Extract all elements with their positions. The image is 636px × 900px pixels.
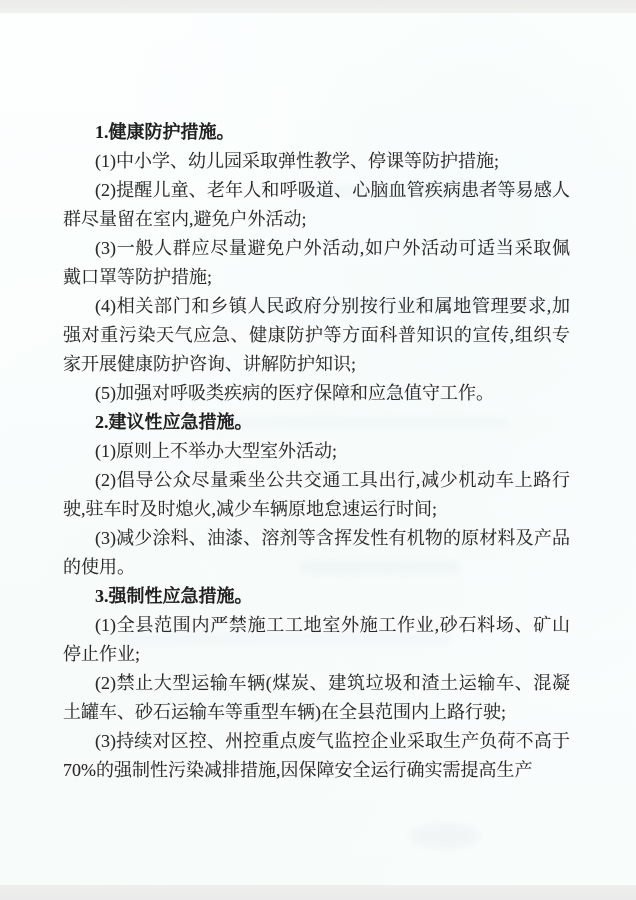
body-paragraph: (1)全县范围内严禁施工工地室外施工作业,砂石料场、矿山停止作业; bbox=[63, 615, 570, 664]
scanner-edge-bottom bbox=[0, 885, 636, 900]
body-paragraph: (2)倡导公众尽量乘坐公共交通工具出行,减少机动车上路行驶,驻车时及时熄火,减少车辆原地怠速运行时间; bbox=[63, 470, 570, 519]
document-text-block bbox=[63, 118, 570, 785]
body-paragraph: (1)原则上不举办大型室外活动; bbox=[95, 441, 337, 461]
body-paragraph: (3)持续对区控、州控重点废气监控企业采取生产负荷不高于70%的强制性污染减排措施,因保障安全运行确实需提高生产 bbox=[63, 731, 570, 780]
body-paragraph: (2)提醒儿童、老年人和呼吸道、心脑血管疾病患者等易感人群尽量留在室内,避免户外活动; bbox=[63, 180, 570, 229]
body-paragraph: (4)相关部门和乡镇人民政府分别按行业和属地管理要求,加强对重污染天气应急、健康防护等方面科普知识的宣传,组织专家开展健康防护咨询、讲解防护知识; bbox=[63, 296, 570, 374]
document-page bbox=[0, 13, 636, 885]
body-paragraph: (1)中小学、幼儿园采取弹性教学、停课等防护措施; bbox=[95, 151, 499, 171]
scanner-edge-top bbox=[0, 0, 636, 13]
body-paragraph: (5)加强对呼吸类疾病的医疗保障和应急值守工作。 bbox=[95, 383, 494, 403]
body-paragraph: (3)减少涂料、油漆、溶剂等含挥发性有机物的原材料及产品的使用。 bbox=[63, 528, 570, 577]
section-heading: 1.健康防护措施。 bbox=[95, 122, 235, 142]
body-paragraph: (2)禁止大型运输车辆(煤炭、建筑垃圾和渣土运输车、混凝土罐车、砂石运输车等重型车辆)在全县范围内上路行驶; bbox=[63, 673, 570, 722]
section-heading: 2.建议性应急措施。 bbox=[95, 412, 253, 432]
section-heading: 3.强制性应急措施。 bbox=[95, 586, 253, 606]
bleed-through-artifact bbox=[410, 823, 480, 849]
body-paragraph: (3)一般人群应尽量避免户外活动,如户外活动可适当采取佩戴口罩等防护措施; bbox=[63, 238, 570, 287]
